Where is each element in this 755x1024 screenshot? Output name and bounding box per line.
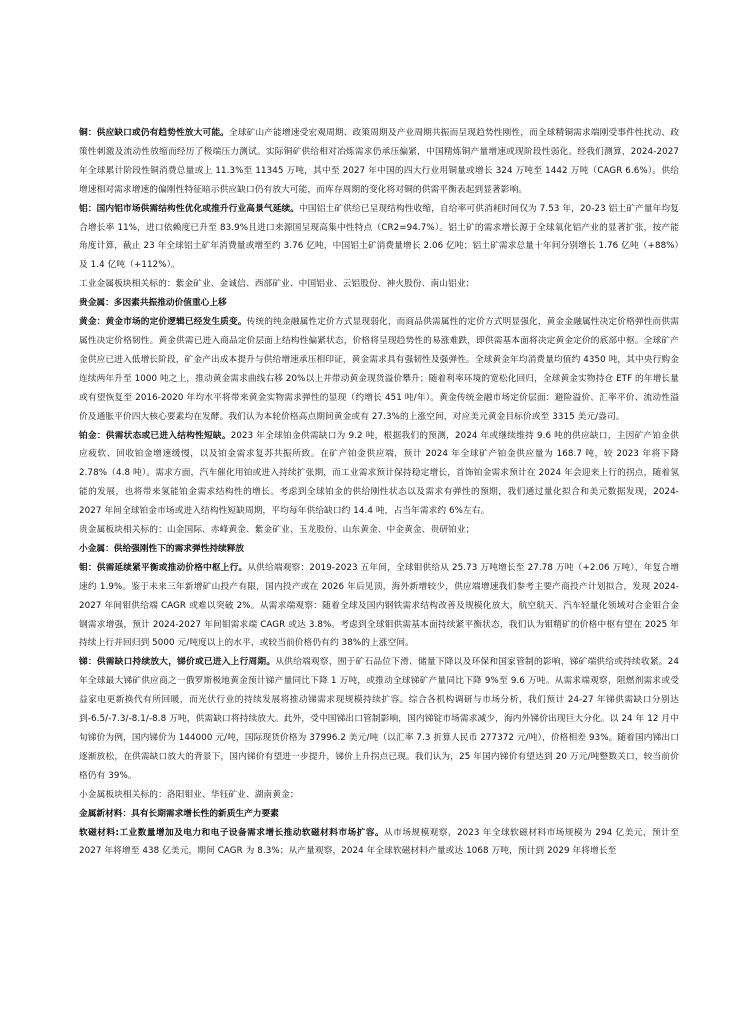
paragraph-text: 中国铝土矿供给已呈现结构性收缩，自给率可供消耗时间仅为 7.53 年，20-23 铝土矿产量年均复合增长率 11%，进口依赖度已升至 83.9%且进口来源国呈现高集中性特点（CR2=94.7%）。铝土矿的需求增长源于全球氧化铝产业的显著扩张，按产能角度计算，截止 23 年全球铝土矿年消费量或增至约 3.76 亿吨，中国铝土矿消费量增长 2.06 亿吨；铝土矿需求总量十年间分别增长 1.76 亿吨（+88%）及 1.4 亿吨（+112%）。 — [79, 203, 680, 271]
paragraph-lead: 铂金：供需状态或已进入结构性短缺。 — [79, 430, 231, 441]
paragraph-precious-targets — [79, 521, 679, 540]
paragraph-industrial-targets — [79, 275, 679, 294]
paragraph-aluminum — [79, 200, 679, 276]
heading-new-materials: 金属新材料：具有长期需求增长性的新质生产力要素 — [79, 808, 279, 819]
paragraph-antimony — [79, 653, 679, 785]
paragraph-text: 2023 年全球铂金供需缺口为 9.2 吨，根据我们的预测，2024 年或继续维持 9.6 吨的供应缺口，主因矿产铂金供应疲软、回收铂金增速缓慢，以及铂金需求复苏共振所致。在矿产铂金供应端，预计 2024 年全球矿产铂金供应量为 168.7 吨，较 2023 年将下降 2.78%（4.8 吨）。需求方面，汽车催化用铂或进入持续扩张期，而工业需求预计保持稳定增长，首饰铂金需求预计在 2024 年会迎来上行的拐点，随着氢能的发展，也将带来氢能铂金需求结构性的增长。考虑到全球铂金的供给刚性状态以及需求有弹性的预期，我们通过量化拟合和美元数据发现，2024-2027 年间全球铂金市场或进入结构性短缺周期，平均每年供给缺口约 14.4 吨，占当年需求约 6%左右。 — [79, 430, 680, 517]
paragraph-text: 从市场规模观察，2023 年全球软磁材料市场规模为 294 亿美元，预计至 2027 年将增至 438 亿美元，期间 CAGR 为 8.3%；从产量观察，2024 年全球软磁材料产量或达 1068 万吨，预计到 2029 年将增长至 — [79, 827, 679, 857]
paragraph-lead: 黄金：黄金市场的定价逻辑已经发生质变。 — [79, 317, 247, 328]
paragraph-lead: 铜：供应缺口或仍有趋势性放大可能。 — [79, 128, 230, 138]
paragraph-text: 贵金属板块相关标的：山金国际、赤峰黄金、紫金矿业、玉龙股份、山东黄金、中金黄金、贵研铂业； — [79, 525, 475, 536]
paragraph-lead: 锑：供需缺口持续放大，锑价或已进入上行周期。 — [79, 657, 276, 668]
paragraph-molybdenum — [79, 559, 679, 654]
paragraph-text: 工业金属板块相关标的：紫金矿业、金诚信、西部矿业、中国铝业、云铝股份、神火股份、南山铝业； — [79, 279, 475, 290]
paragraph-lead: 铝：国内铝市场供需结构性优化或推升行业高景气延续。 — [79, 203, 300, 214]
paragraph-text: 传统的纯金融属性定价方式显现弱化，而商品供需属性的定价方式明显强化，黄金金融属性决定价格弹性而供需属性决定价格韧性。黄金供需已进入商品定价层面上结构性偏紧状态，价格将呈现趋势性的易涨难跌，即供需基本面将决定黄金定价的底部中枢。全球矿产金供应已进入低增长阶段，矿金产出成本提升与供给增速承压相印证，黄金需求具有强韧性及强弹性。全球黄金年均消费量均值约 4350 吨，其中央行购金连续两年升至 1000 吨之上，推动黄金需求曲线右移 20%以上并带动黄金现货溢价攀升；随着利率环境的宽松化回归，全球黄金实物持仓 ETF 的年增长量或有望恢复至 2016-2020 年均水平将带来黄金实物需求弹性的显现（约增长 451 吨/年）。黄金传统金融市场定价层面：避险溢价、汇率平价、流动性溢价及通胀平价四大核心要素均在发酵。我们认为本轮价格高点期间黄金或有 27.3%的上涨空间，对应美元黄金目标价或至 3315 美元/盎司。 — [79, 317, 679, 422]
paragraph-text: 全球矿山产能增速受宏观周期、政策周期及产业周期共振而呈现趋势性刚性，而全球精铜需求端刚受事件性扰动、政策性刺激及流动性放缩而经历了极端压力测试。实际铜矿供给相对冶炼需求仍承压偏紧，中国精炼铜产量增速或现阶段性弱化。经我们测算，2024-2027 年全球累计阶段性铜消费总量或上 11.3%至 11345 万吨，其中至 2027 年中国的四大行业用铜量或增长 324 万吨至 1442 万吨（CAGR 6.6%）。供给增速相对需求增速的偏刚性特征暗示供应缺口仍有放大可能，而库存周期的变化将对铜的供需平衡表起到显著影响。 — [79, 128, 679, 195]
paragraph-minor-targets — [79, 786, 679, 805]
paragraph-copper — [79, 124, 679, 200]
paragraph-platinum — [79, 427, 679, 522]
heading-precious-metals: 贵金属：多因素共振推动价值重心上移 — [79, 298, 227, 309]
paragraph-lead: 钼：供需延续紧平衡或推动价格中枢上行。 — [79, 562, 248, 573]
paragraph-text: 从供给端观察，囿于矿石品位下滑、储量下降以及环保和国家管制的影响，锑矿端供给或持续收紧。24 年全球最大锑矿供应商之一俄罗斯极地黄金预计锑产量同比下降 1 万吨，或推动全球锑矿产量同比下降 9%至 9.6 万吨。从需求端观察，阻燃剂需求或受益家电更新换代有所回暖，而光伏行业的持续发展将推动锑需求现规模持续扩容。综合各机构调研与市场分析，我们预计 24-27 年锑供需缺口分别达到-6.5/-7.3/-8.1/-8.8 万吨，供需缺口将持续放大。此外，受中国锑出口管制影响，国内锑锭市场需求减少，海内外锑价出现巨大分化。以 24 年 12 月中旬锑价为例，国内锑价为 144000 元/吨，国际现货价格为 37996.2 美元/吨（以汇率 7.3 折算人民币 277372 元/吨），价格相差 93%。随着国内锑出口逐渐放松，在供需缺口放大的背景下，国内锑价有望进一步提升，锑价上升拐点已现。我们认为，25 年国内锑价有望达到 20 万元/吨整数关口，较当前价格仍有 39%。 — [79, 657, 679, 781]
paragraph-text: 从供给端观察：2019-2023 五年间，全球钼供给从 25.73 万吨增长至 27.78 万吨（+2.06 万吨），年复合增速约 1.9%。鉴于未来三年新增矿山投产有限，国内投产或在 2026 年后见顶，海外新增较少，供应端增速我们参考主要产商投产计划拟合，发现 2024-2027 年间钼供给端 CAGR 或难以突破 2%。从需求端观察：随着全球及国内钢铁需求结构改善及规模化放大，航空航天、汽车轻量化领域对合金钼合金钢需求增强，预计 2024-2027 年间钼需求端 CAGR 或达 3.8%。考虑到全球钼供需基本面持续紧平衡状态，我们认为钼精矿的价格中枢有望在 2025 年持续上行并回归到 5000 元/吨度以上的水平，或较当前价格仍有约 38%的上涨空间。 — [79, 562, 679, 649]
heading-minor-metals: 小金属：供给强刚性下的需求弹性持续释放 — [79, 543, 245, 554]
paragraph-lead: 软磁材料:工业数量增加及电力和电子设备需求增长推动软磁材料市场扩容。 — [79, 827, 384, 838]
paragraph-soft-magnetic — [79, 824, 679, 862]
paragraph-text: 小金属板块相关标的：洛阳钼业、华钰矿业、湖南黄金； — [79, 789, 299, 800]
document-body — [79, 124, 679, 861]
paragraph-gold — [79, 313, 679, 426]
